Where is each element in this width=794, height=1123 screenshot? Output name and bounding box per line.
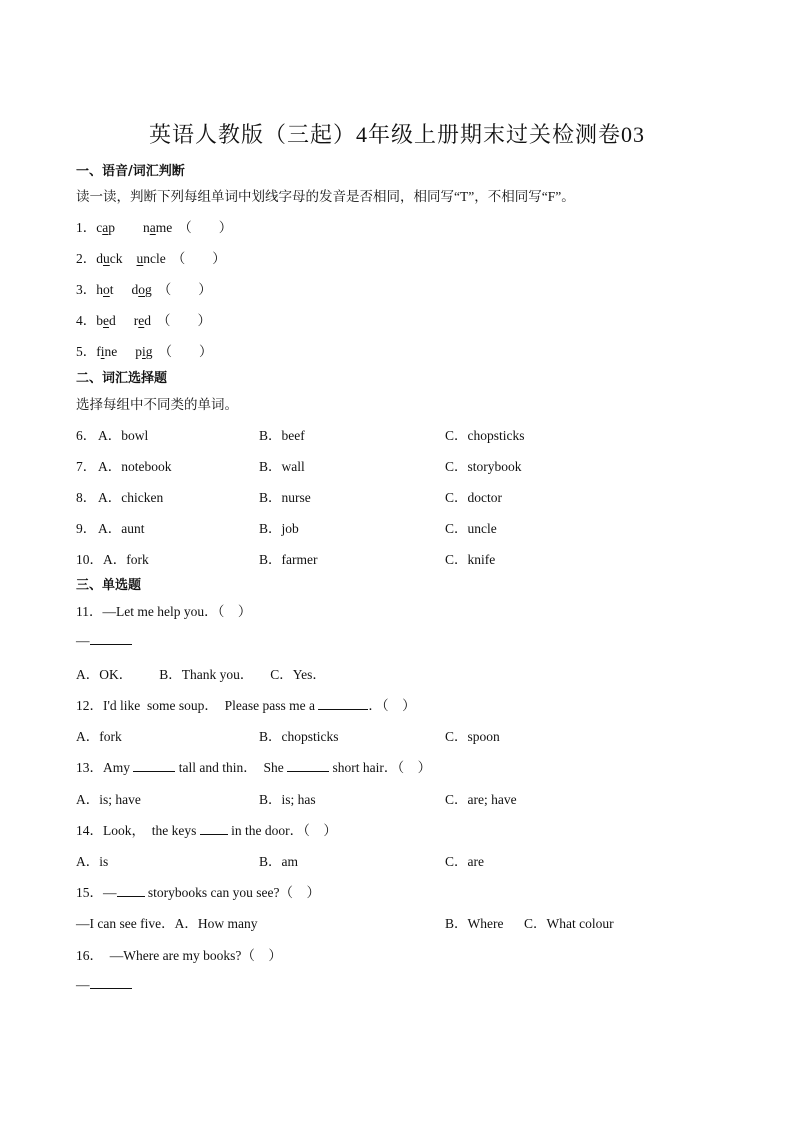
question-15-reply-option-a[interactable]: —I can see five．A．How many [76,916,258,931]
word-part: d [96,251,103,266]
item-number: 1． [76,220,97,235]
answer-paren[interactable]: （ ） [157,313,211,328]
judge-item-4 [76,309,211,329]
question-13-option-b[interactable]: B．is; has [259,792,316,807]
answer-blank[interactable] [117,884,145,897]
answer-paren[interactable]: （ ） [158,344,213,359]
option-b[interactable]: B．job [259,521,299,536]
stem-text: storybooks can you see?（ ） [144,885,320,900]
question-12-stem [76,694,416,714]
answer-blank[interactable] [287,759,329,772]
dash: — [76,633,90,648]
item-number: 10． [76,552,103,567]
section-heading-1: 一、语音/词汇判断 [76,164,185,179]
question-12-option-a[interactable]: A．fork [76,729,122,744]
answer-paren[interactable]: （ ） [178,220,233,235]
question-14-option-c[interactable]: C．are [445,854,484,869]
stem-text: 13．Amy [76,760,134,775]
option-c[interactable]: C．storybook [445,459,522,474]
question-11-options[interactable]: A．OK． B．Thank you． C．Yes． [76,667,326,682]
option-b[interactable]: B．beef [259,428,305,443]
item-number: 7． [76,459,97,474]
underlined-letter: o [138,282,146,297]
underlined-letter: u [103,251,110,266]
judge-item-2 [76,247,226,267]
word-part: ne [104,344,118,359]
answer-blank[interactable] [90,976,132,989]
question-13-stem [76,756,431,776]
underlined-letter: e [138,313,145,328]
word-part: ck [109,251,123,266]
word-part: r [133,313,139,328]
question-14-option-b[interactable]: B．am [259,854,298,869]
option-b[interactable]: B．wall [259,459,305,474]
stem-text: 14．Look， the keys [76,823,200,838]
stem-text: 12．I'd like some soup． Please pass me a [76,698,319,713]
stem-text: tall and thin． She [175,760,288,775]
word-part: me [155,220,173,235]
question-16-reply [76,976,132,993]
option-c[interactable]: C．uncle [445,521,497,536]
item-number: 2． [76,251,97,266]
section-instruction-1: 读一读，判断下列每组单词中划线字母的发音是否相同，相同写“T”，不相同写“F”。 [76,189,575,204]
item-number: 8． [76,490,97,505]
word-part: d [109,313,116,328]
judge-item-1 [76,216,232,236]
question-15-option-c[interactable]: C．What colour [524,916,614,931]
judge-item-5 [76,340,213,360]
word-part: g [145,344,153,359]
option-b[interactable]: B．farmer [259,552,318,567]
underlined-letter: o [103,282,110,297]
answer-paren[interactable]: （ ） [171,251,226,266]
word-part: n [143,220,150,235]
page-title: 英语人教版（三起）4年级上册期末过关检测卷03 [148,122,645,147]
question-15-stem [76,881,320,901]
stem-text: in the door．（ ） [227,823,337,838]
answer-blank[interactable] [90,632,132,645]
question-12-option-c[interactable]: C．spoon [445,729,500,744]
answer-blank[interactable] [133,759,175,772]
question-11-stem: 11．—Let me help you．（ ） [76,604,252,619]
question-12-option-b[interactable]: B．chopsticks [259,729,339,744]
word-part: h [96,282,103,297]
answer-paren[interactable]: （ ） [157,282,212,297]
stem-text: 15．— [76,885,117,900]
question-11-reply [76,632,132,649]
question-16-stem: 16． —Where are my books?（ ） [76,948,282,963]
option-c[interactable]: C．chopsticks [445,428,525,443]
option-c[interactable]: C．doctor [445,490,502,505]
item-number: 3． [76,282,97,297]
option-a[interactable]: A．fork [103,552,149,567]
section-instruction-2: 选择每组中不同类的单词。 [76,397,238,412]
option-a[interactable]: A．bowl [98,428,149,443]
question-14-stem [76,819,337,839]
item-number: 5． [76,344,97,359]
option-a[interactable]: A．chicken [98,490,164,505]
section-heading-2: 二、词汇选择题 [76,371,168,386]
word-part: p [135,344,143,359]
word-part: c [96,220,103,235]
stem-text: short hair．（ ） [329,760,432,775]
answer-blank[interactable] [200,822,228,835]
underlined-letter: u [136,251,144,266]
word-part: b [96,313,103,328]
word-part: f [96,344,101,359]
question-13-option-a[interactable]: A．is; have [76,792,141,807]
dash: — [76,977,90,992]
underlined-letter: i [100,344,105,359]
item-number: 6． [76,428,97,443]
question-15-option-b[interactable]: B．Where [445,916,504,931]
underlined-letter: e [103,313,109,328]
judge-item-3 [76,278,212,298]
section-heading-3: 三、单选题 [76,578,142,593]
option-a[interactable]: A．aunt [98,521,145,536]
underlined-letter: i [142,344,146,359]
question-14-option-a[interactable]: A．is [76,854,109,869]
question-13-option-c[interactable]: C．are; have [445,792,517,807]
word-part: d [144,313,151,328]
item-number: 9． [76,521,97,536]
answer-blank[interactable] [318,697,368,710]
option-c[interactable]: C．knife [445,552,496,567]
option-a[interactable]: A．notebook [98,459,172,474]
word-part: g [145,282,152,297]
word-part: ncle [143,251,166,266]
word-part: p [108,220,115,235]
underlined-letter: a [149,220,156,235]
stem-text: ．（ ） [368,698,416,713]
option-b[interactable]: B．nurse [259,490,311,505]
underlined-letter: a [102,220,109,235]
item-number: 4． [76,313,97,328]
word-part: d [131,282,139,297]
word-part: t [109,282,114,297]
